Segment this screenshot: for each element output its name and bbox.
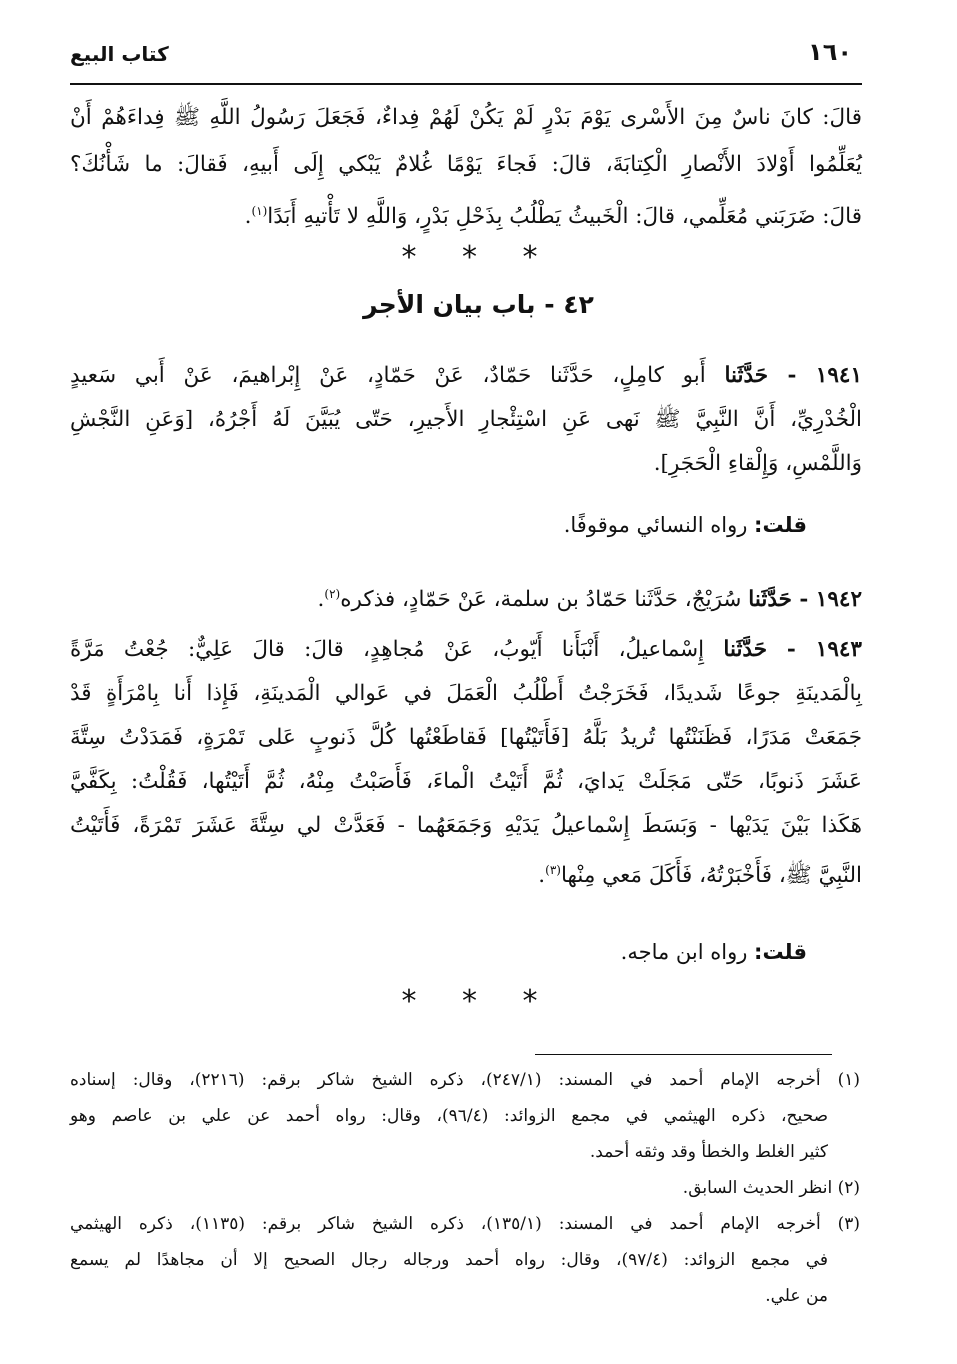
paragraph-line: بِالْمَدينَةِ جوعًا شَديدًا، فَخَرَجْتُ أَطْلُبُ الْعَمَلَ في عَوالي الْمَدينَةِ، فَإِذا أَنا بِامْرَأَةٍ قَدْ (70, 681, 862, 706)
footnote-line: كثير الغلط والخطأ وقد وثقه أحمد. (589, 1142, 828, 1162)
commentary-text: رواه ابن ماجه. (620, 940, 748, 964)
footnote-line: (٢) انظر الحديث السابق. (682, 1178, 860, 1198)
footnote-2 (70, 1170, 860, 1206)
hadith-1942 (70, 572, 862, 622)
footnote-line: من علي. (765, 1286, 828, 1306)
hadith-number: ١٩٤٢ - حَدَّثَنا (748, 587, 862, 613)
hadith-number: ١٩٤٣ - حَدَّثَنا (723, 637, 862, 662)
section-separator: * * * (401, 984, 556, 1019)
section-separator: * * * (401, 240, 556, 275)
paragraph-line (70, 628, 862, 672)
paragraph-line: وَاللَّمْسِ، وَإِلْقاءِ الْحَجَرِ]. (653, 451, 862, 476)
paragraph-line: الْخُدْرِيِّ، أَنَّ النَّبِيَّ ﷺ نَهى عَنِ اسْتِئْجارِ الأَجيرِ، حَتّى يُبَيَّنَ لَهُ أَجْرُهُ، [وَعَنِ النَّجْشِ (70, 407, 862, 432)
header-rule (70, 83, 862, 85)
footnote-line: (٣) أخرجه الإمام أحمد في المسند: (١٣٥/١)، ذكره الشيخ شاكر برقم: (١١٣٥)، ذكره الهيثمي (70, 1214, 860, 1234)
chapter-title: ٤٢ - باب بيان الأجر (363, 290, 594, 319)
line-text: قالَ: ضَرَبَني مُعَلِّمي، قالَ: الْخَبيثُ يَطْلُبُ بِذَحْلِ بَدْرٍ، وَاللَّهِ لا تَأْتيهِ أَبَدًا (267, 204, 862, 230)
hadith-1943 (70, 628, 862, 898)
paragraph-line: جَمَعَتْ مَدَرًا، فَظَنَنْتُها تُريدُ بَلَّهُ [فَأَتَيْتُها] فَقاطَعْتُها كُلَّ ذَنوبٍ عَلى تَمْرَةٍ، فَمَدَدْتُ سِتَّةَ (70, 725, 862, 750)
footnote-line: في مجمع الزوائد: (٩٧/٤)، وقال: رواه أحمد ورجاله رجال الصحيح إلا أن مجاهدًا لم يسمع (70, 1250, 828, 1270)
paragraph-line: قالَ: ضَرَبَني مُعَلِّمي، قالَ: الْخَبيثُ يَطْلُبُ بِذَحْلِ بَدْرٍ، وَاللَّهِ لا تَأْتيهِ أَبَدًا$^{(١)}$. (244, 204, 862, 230)
line-text: سُرَيْجٌ، حَدَّثَنا حَمّادُ بن سلمة، عَنْ حَمّادٍ، فذكره (340, 587, 742, 613)
commentary-note (564, 513, 807, 537)
paragraph-line: قالَ: كانَ ناسٌ مِنَ الأَسْرى يَوْمَ بَدْرٍ لَمْ يَكُنْ لَهُمْ فِداءٌ، فَجَعَلَ رَسُولُ اللَّهِ ﷺ فِداءَهُمْ أَنْ (70, 105, 862, 130)
commentary-note (621, 940, 807, 964)
paragraph-line: يُعَلِّمُوا أَوْلادَ الأَنْصارِ الْكِتابَةَ، قالَ: فَجاءَ يَوْمًا غُلامٌ يَبْكي إِلَى أَبيهِ، فَقالَ: ما شَأْنُكَ؟ (70, 152, 862, 177)
footnote-3 (70, 1206, 860, 1314)
commentary-label: قلت: (754, 513, 807, 537)
line-text: النَّبِيَّ ﷺ، فَأَخْبَرْتُهُ، فَأَكَلَ مَعي مِنْها (560, 863, 862, 889)
paragraph-line: هَكَذا بَيْنَ يَدَيْها - وَبَسَطَ إِسْماعيلُ يَدَيْهِ وَجَمَعَهُما - فَعَدَّتْ لي سِتَّةَ عَشَرَ تَمْرَةً، فَأَتَيْتُ (70, 813, 862, 838)
paragraph-line: النَّبِيَّ ﷺ، فَأَخْبَرْتُهُ، فَأَكَلَ مَعي مِنْها$^{(٣)}$. (538, 863, 862, 889)
hadith-number: ١٩٤١ - حَدَّثَنا (724, 363, 862, 388)
top-paragraph (70, 94, 862, 240)
footnote-1 (70, 1062, 860, 1170)
book-title: كتاب البيع (70, 42, 169, 66)
hadith-1941 (70, 354, 862, 486)
commentary-text: رواه النسائي موقوفًا. (563, 513, 748, 537)
footnote-ref: (٢) (324, 587, 341, 601)
paragraph-line: ١٩٤٢ - حَدَّثَنا سُرَيْجٌ، حَدَّثَنا حَمّادُ بن سلمة، عَنْ حَمّادٍ، فذكره$^{(٢)}$. (317, 587, 862, 613)
page-number: ١٦٠ (808, 38, 852, 66)
footnote-line: (١) أخرجه الإمام أحمد في المسند: (٢٤٧/١)، ذكره الشيخ شاكر برقم: (٢٢١٦)، وقال: إسناده (70, 1070, 861, 1090)
footnote-ref: (١) (251, 204, 268, 218)
line-text: أَبو كامِلٍ، حَدَّثَنا حَمّادٌ، عَنْ حَمّادٍ، عَنْ إِبْراهيمَ، عَنْ أَبي سَعيدٍ (70, 363, 706, 388)
line-text: إِسْماعيلُ، أَنْبَأَنا أَيّوبُ، عَنْ مُجاهِدٍ، قالَ: قالَ عَلِيٌّ: جُعْتُ مَرَّةً (70, 637, 705, 662)
footnote-rule (535, 1054, 832, 1055)
page-header (70, 36, 862, 84)
footnote-ref: (٣) (545, 863, 561, 877)
footnote-line: صحيح، ذكره الهيثمي في مجمع الزوائد: (٩٦/٤)، وقال: رواه أحمد عن علي بن عاصم وهو (70, 1106, 829, 1126)
paragraph-line (70, 354, 862, 398)
footnotes (70, 1062, 860, 1314)
commentary-label: قلت: (754, 940, 807, 964)
paragraph-line: عَشَرَ ذَنوبًا، حَتّى مَجَلَتْ يَدايَ، ثُمَّ أَتَيْتُ الْماءَ، فَأَصَبْتُ مِنْهُ، ثُمَّ أَتَيْتُها، فَقُلْتُ: بِكَفَّيَّ (70, 769, 862, 794)
